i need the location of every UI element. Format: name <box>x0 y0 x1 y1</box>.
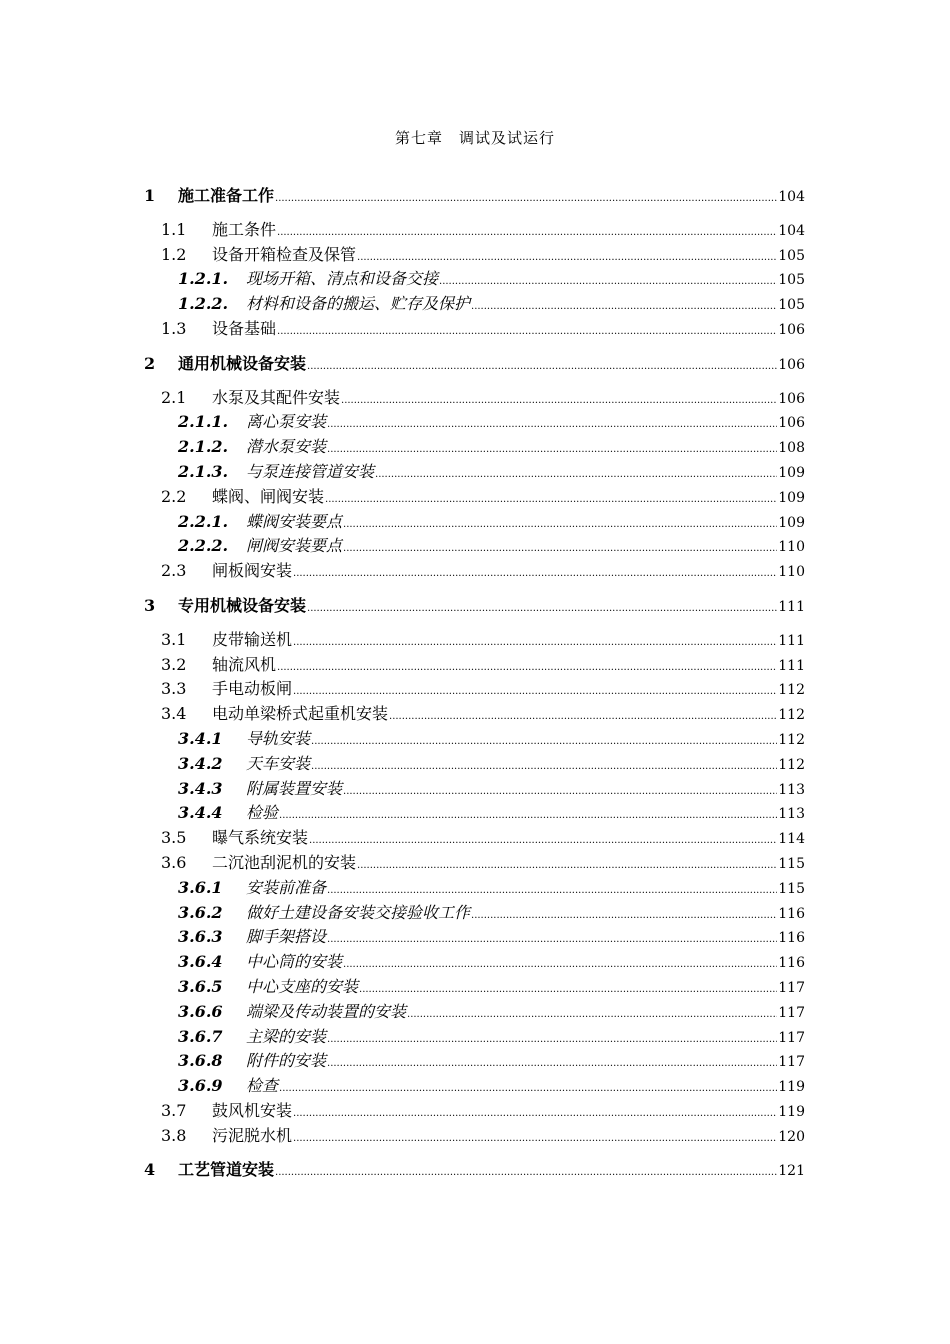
toc-entry-page-number: 116 <box>778 955 805 972</box>
toc-dot-leader <box>275 1168 777 1178</box>
toc-dot-leader <box>327 420 777 430</box>
toc-entry[interactable] <box>144 974 805 999</box>
toc-entry-number: 3.5 <box>161 828 187 848</box>
toc-entry[interactable] <box>144 533 805 558</box>
toc-entry-page-number: 119 <box>778 1103 805 1120</box>
toc-entry-title: 污泥脱水机 <box>212 1125 293 1145</box>
toc-entry-number: 3.6 <box>161 852 187 872</box>
toc-dot-leader <box>357 861 777 871</box>
toc-entry-title: 做好土建设备安装交接验收工作 <box>246 902 471 922</box>
toc-entry-page-number: 121 <box>778 1163 805 1180</box>
toc-entry[interactable] <box>144 242 805 267</box>
toc-dot-leader <box>357 253 777 263</box>
toc-entry[interactable] <box>144 351 805 376</box>
toc-entry-title: 材料和设备的搬运、贮存及保护 <box>246 294 471 314</box>
toc-entry-title: 水泵及其配件安装 <box>212 387 341 407</box>
toc-entry[interactable] <box>144 1048 805 1073</box>
toc-entry-title: 天车安装 <box>246 753 311 773</box>
toc-dot-leader <box>439 277 777 287</box>
toc-entry[interactable] <box>144 751 805 776</box>
toc-entry-number: 3.1 <box>161 629 187 649</box>
toc-entry-title: 脚手架搭设 <box>246 927 327 947</box>
toc-entry-number: 4 <box>144 1160 156 1180</box>
toc-entry[interactable] <box>144 924 805 949</box>
toc-entry-title: 通用机械设备安装 <box>178 353 307 373</box>
toc-entry[interactable] <box>144 459 805 484</box>
toc-entry-number: 3.7 <box>161 1100 187 1120</box>
toc-entry-title: 鼓风机安装 <box>212 1100 293 1120</box>
table-of-contents <box>144 180 805 1191</box>
toc-entry[interactable] <box>144 652 805 677</box>
toc-entry-number: 2.1 <box>161 387 187 407</box>
toc-entry[interactable] <box>144 593 805 618</box>
toc-entry-title: 闸板阀安装 <box>212 561 293 581</box>
toc-dot-leader <box>327 886 777 896</box>
toc-entry[interactable] <box>144 1098 805 1123</box>
toc-dot-leader <box>275 194 777 204</box>
toc-entry-title: 施工准备工作 <box>178 186 275 205</box>
toc-entry-page-number: 108 <box>778 440 805 457</box>
toc-entry[interactable] <box>144 291 805 316</box>
toc-dot-leader <box>471 911 777 921</box>
toc-entry-title: 皮带输送机 <box>212 629 293 649</box>
toc-entry-page-number: 117 <box>778 1004 805 1021</box>
toc-entry-number: 3.6.8 <box>178 1051 223 1071</box>
toc-entry-page-number: 113 <box>778 806 805 823</box>
toc-entry-page-number: 117 <box>778 1054 805 1071</box>
toc-entry-title: 附属装置安装 <box>246 778 343 798</box>
toc-entry-page-number: 109 <box>778 489 805 506</box>
toc-entry-page-number: 115 <box>778 880 805 897</box>
toc-entry-title: 设备开箱检查及保管 <box>212 244 357 264</box>
toc-entry[interactable] <box>144 627 805 652</box>
toc-entry[interactable] <box>144 266 805 291</box>
toc-entry-title: 导轨安装 <box>246 728 311 748</box>
toc-entry[interactable] <box>144 1123 805 1148</box>
toc-entry[interactable] <box>144 385 805 410</box>
toc-entry-page-number: 106 <box>778 415 805 432</box>
toc-entry[interactable] <box>144 999 805 1024</box>
toc-dot-leader <box>375 470 777 480</box>
toc-entry-title: 蝶阀、闸阀安装 <box>212 486 325 506</box>
toc-entry[interactable] <box>144 825 805 850</box>
toc-entry-title: 曝气系统安装 <box>212 828 309 848</box>
toc-entry-title: 闸阀安装要点 <box>246 536 343 556</box>
toc-entry-number: 3 <box>144 595 156 615</box>
toc-entry[interactable] <box>144 183 805 208</box>
toc-dot-leader <box>327 445 777 455</box>
toc-entry-number: 2.1.2. <box>178 437 229 457</box>
toc-dot-leader <box>471 302 777 312</box>
toc-entry-title: 检验 <box>246 803 279 823</box>
toc-dot-leader <box>311 737 777 747</box>
toc-entry-number: 3.3 <box>161 679 187 699</box>
toc-dot-leader <box>327 1059 777 1069</box>
toc-dot-leader <box>407 1010 777 1020</box>
toc-entry-number: 3.4.1 <box>178 728 223 748</box>
toc-entry-title: 电动单梁桥式起重机安装 <box>212 704 389 724</box>
toc-entry-number: 3.4.2 <box>178 753 223 773</box>
toc-dot-leader <box>293 1134 777 1144</box>
toc-entry-number: 3.6.2 <box>178 902 223 922</box>
toc-dot-leader <box>359 985 777 995</box>
toc-entry-number: 3.6.9 <box>178 1076 223 1096</box>
toc-entry-number: 3.6.1 <box>178 877 223 897</box>
toc-dot-leader <box>325 495 777 505</box>
toc-entry-title: 离心泵安装 <box>246 412 327 432</box>
toc-entry-number: 3.4.3 <box>178 778 223 798</box>
toc-entry-number: 1.2.1. <box>178 269 229 289</box>
toc-entry-number: 3.4.4 <box>178 803 223 823</box>
toc-dot-leader <box>293 569 777 579</box>
toc-entry-number: 3.6.4 <box>178 952 223 972</box>
toc-entry-page-number: 106 <box>778 390 805 407</box>
toc-entry-title: 中心支座的安装 <box>246 976 359 996</box>
toc-entry[interactable] <box>144 558 805 583</box>
toc-entry[interactable] <box>144 726 805 751</box>
toc-entry-title: 工艺管道安装 <box>178 1160 275 1180</box>
toc-entry-title: 施工条件 <box>212 219 277 239</box>
toc-entry-number: 2.2.1. <box>178 511 229 531</box>
toc-entry-page-number: 114 <box>778 831 805 848</box>
toc-dot-leader <box>307 362 777 372</box>
toc-entry-page-number: 112 <box>778 707 805 724</box>
toc-entry-page-number: 116 <box>778 930 805 947</box>
toc-entry[interactable] <box>144 434 805 459</box>
toc-entry-title: 潜水泵安装 <box>246 437 327 457</box>
toc-dot-leader <box>343 544 777 554</box>
toc-entry-title: 附件的安装 <box>246 1051 327 1071</box>
toc-dot-leader <box>279 1084 777 1094</box>
toc-entry[interactable] <box>144 900 805 925</box>
toc-entry-page-number: 111 <box>778 657 805 674</box>
toc-entry-title: 安装前准备 <box>246 877 327 897</box>
toc-entry[interactable] <box>144 850 805 875</box>
toc-entry-page-number: 109 <box>778 514 805 531</box>
toc-entry-page-number: 106 <box>778 321 805 338</box>
toc-entry-page-number: 120 <box>778 1128 805 1145</box>
toc-entry[interactable] <box>144 316 805 341</box>
toc-entry-page-number: 104 <box>778 189 805 205</box>
toc-entry-title: 蝶阀安装要点 <box>246 511 343 531</box>
toc-entry[interactable] <box>144 1024 805 1049</box>
toc-entry[interactable] <box>144 800 805 825</box>
toc-entry-number: 1.1 <box>161 219 187 239</box>
toc-dot-leader <box>277 327 777 337</box>
toc-entry-page-number: 113 <box>778 781 805 798</box>
toc-dot-leader <box>277 228 777 238</box>
toc-entry-number: 2.2 <box>161 486 187 506</box>
toc-entry-page-number: 119 <box>778 1079 805 1096</box>
toc-entry[interactable] <box>144 676 805 701</box>
toc-entry[interactable] <box>144 776 805 801</box>
toc-dot-leader <box>341 396 777 406</box>
toc-entry-title: 主梁的安装 <box>246 1026 327 1046</box>
toc-entry-number: 2.1.3. <box>178 461 229 481</box>
toc-entry-number: 3.4 <box>161 704 187 724</box>
toc-entry-number: 3.6.3 <box>178 927 223 947</box>
toc-entry-title: 与泵连接管道安装 <box>246 461 375 481</box>
toc-entry-title: 端梁及传动装置的安装 <box>246 1001 407 1021</box>
toc-dot-leader <box>389 712 777 722</box>
toc-entry-number: 1.2 <box>161 244 187 264</box>
toc-dot-leader <box>277 663 777 673</box>
toc-dot-leader <box>343 960 777 970</box>
toc-entry[interactable] <box>144 484 805 509</box>
toc-entry-page-number: 117 <box>778 979 805 996</box>
toc-entry[interactable] <box>144 701 805 726</box>
toc-entry-number: 3.8 <box>161 1125 187 1145</box>
toc-entry-page-number: 104 <box>778 222 805 239</box>
toc-entry-page-number: 116 <box>778 905 805 922</box>
toc-dot-leader <box>327 1035 777 1045</box>
toc-entry-number: 1 <box>144 186 156 205</box>
toc-entry-page-number: 110 <box>778 564 805 581</box>
toc-dot-leader <box>307 604 777 614</box>
toc-dot-leader <box>343 520 777 530</box>
toc-entry[interactable] <box>144 1073 805 1098</box>
toc-entry-number: 3.6.7 <box>178 1026 223 1046</box>
toc-entry-page-number: 105 <box>778 297 805 314</box>
toc-entry-page-number: 111 <box>778 632 805 649</box>
toc-entry-page-number: 105 <box>778 247 805 264</box>
toc-dot-leader <box>309 836 777 846</box>
toc-entry-title: 轴流风机 <box>212 654 277 674</box>
toc-dot-leader <box>311 762 777 772</box>
toc-entry-title: 手电动板闸 <box>212 679 293 699</box>
toc-entry[interactable] <box>144 509 805 534</box>
chapter-title: 第七章 调试及试运行 <box>394 129 555 147</box>
toc-entry-page-number: 112 <box>778 682 805 699</box>
toc-entry-number: 3.2 <box>161 654 187 674</box>
toc-entry-page-number: 110 <box>778 539 805 556</box>
toc-entry-page-number: 109 <box>778 464 805 481</box>
toc-dot-leader <box>343 787 777 797</box>
toc-dot-leader <box>279 811 777 821</box>
toc-dot-leader <box>327 935 777 945</box>
toc-entry-title: 中心筒的安装 <box>246 952 343 972</box>
toc-entry-title: 检查 <box>246 1076 279 1096</box>
toc-entry[interactable] <box>144 217 805 242</box>
toc-entry-page-number: 106 <box>778 356 805 373</box>
toc-entry-number: 3.6.6 <box>178 1001 223 1021</box>
toc-entry-page-number: 112 <box>778 731 805 748</box>
toc-entry-title: 现场开箱、清点和设备交接 <box>246 269 439 289</box>
toc-entry[interactable] <box>144 875 805 900</box>
toc-entry[interactable] <box>144 949 805 974</box>
toc-entry[interactable] <box>144 409 805 434</box>
toc-entry-page-number: 117 <box>778 1029 805 1046</box>
toc-dot-leader <box>293 638 777 648</box>
toc-entry-number: 2 <box>144 353 156 373</box>
toc-entry-title: 专用机械设备安装 <box>178 595 307 615</box>
toc-entry-page-number: 111 <box>778 598 805 615</box>
toc-entry-page-number: 105 <box>778 272 805 289</box>
toc-dot-leader <box>293 1109 777 1119</box>
toc-dot-leader <box>293 687 777 697</box>
toc-entry-title: 二沉池刮泥机的安装 <box>212 852 357 872</box>
toc-entry[interactable] <box>144 1157 805 1182</box>
toc-entry-number: 2.2.2. <box>178 536 229 556</box>
toc-entry-number: 3.6.5 <box>178 976 223 996</box>
toc-entry-number: 2.3 <box>161 561 187 581</box>
toc-entry-page-number: 112 <box>778 756 805 773</box>
toc-entry-number: 2.1.1. <box>178 412 229 432</box>
toc-entry-number: 1.2.2. <box>178 294 229 314</box>
toc-entry-page-number: 115 <box>778 855 805 872</box>
toc-entry-title: 设备基础 <box>212 318 277 338</box>
toc-entry-number: 1.3 <box>161 318 187 338</box>
